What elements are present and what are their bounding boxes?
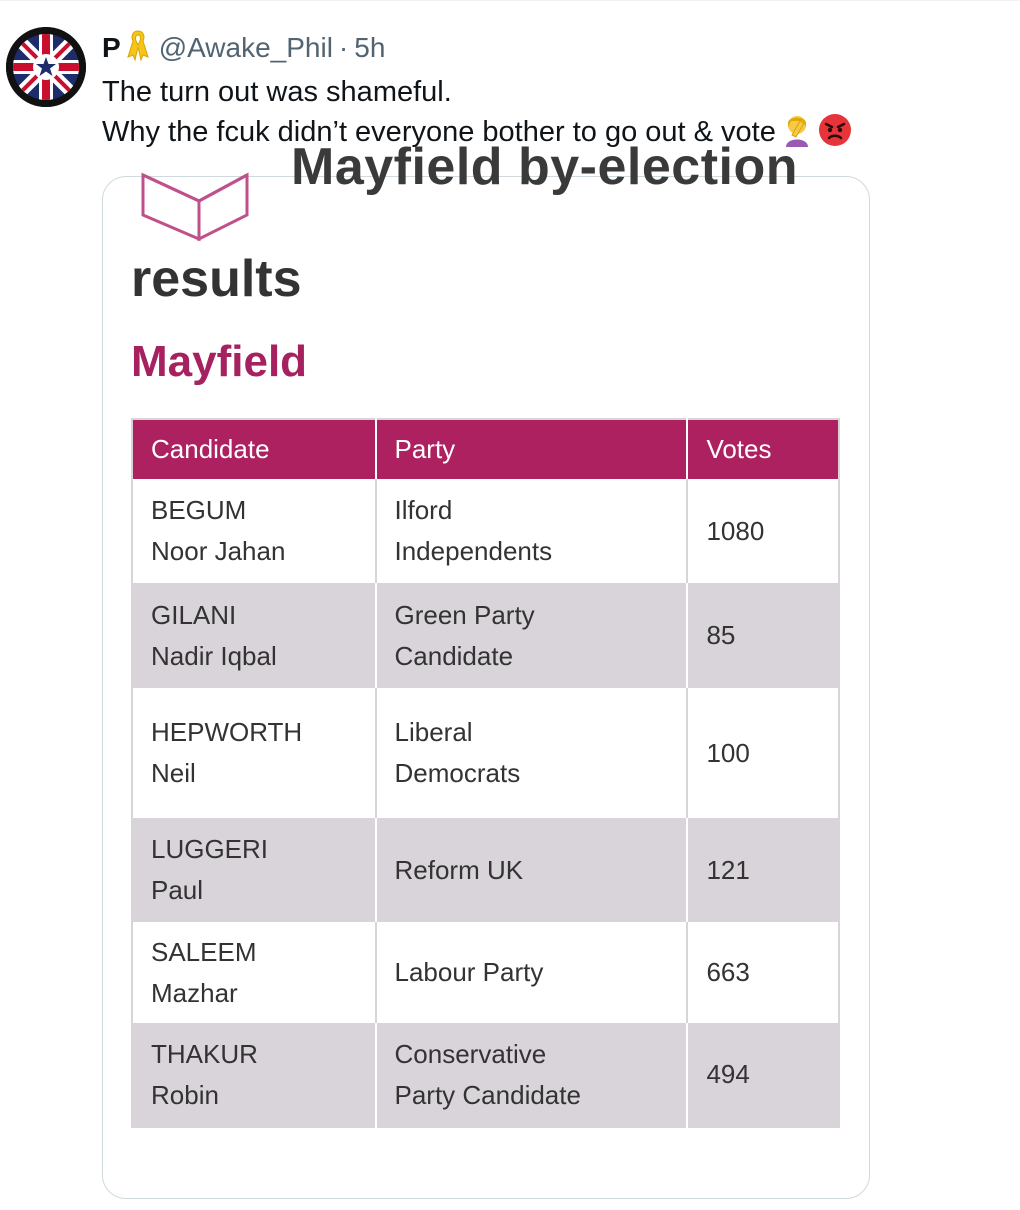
table-row <box>132 922 839 1023</box>
party-cell <box>376 583 688 688</box>
votes-cell: 663 <box>687 922 839 1023</box>
party-cell <box>376 688 688 818</box>
candidate-cell <box>132 583 376 688</box>
party-cell: Reform UK <box>376 818 688 922</box>
party-line-1: Ilford <box>394 495 453 525</box>
party-cell <box>376 479 688 583</box>
party-line-1: Green Party <box>394 599 535 630</box>
handle[interactable]: @Awake_Phil <box>158 32 333 63</box>
yellow-ribbon-icon <box>127 29 149 68</box>
header-candidate: Candidate <box>132 419 376 479</box>
candidate-surname: GILANI <box>151 599 237 630</box>
votes-cell: 121 <box>687 818 839 922</box>
tweet-text-line-1: The turn out was shameful. <box>102 76 452 108</box>
party-line-2: Democrats <box>394 758 521 788</box>
heading-election: Mayfield by-election <box>291 138 798 196</box>
results-table <box>131 418 840 1128</box>
candidate-surname: SALEEM <box>151 936 257 967</box>
tweet-image[interactable] <box>102 138 870 1199</box>
party-cell <box>376 1023 688 1127</box>
party-line-1: Conservative <box>394 1038 547 1069</box>
candidate-cell <box>132 479 376 583</box>
party-line-2: Party Candidate <box>394 1079 581 1110</box>
top-divider <box>0 0 1020 1</box>
party-line-1: Liberal <box>394 717 473 747</box>
angry-face-emoji-icon <box>818 113 852 147</box>
candidate-forename: Robin <box>151 1079 219 1110</box>
union-flag-icon <box>6 27 86 107</box>
table-row <box>132 583 839 688</box>
votes-cell: 100 <box>687 688 839 818</box>
timestamp[interactable]: 5h <box>354 32 386 63</box>
table-row <box>132 479 839 583</box>
ward-title: Mayfield <box>131 337 308 386</box>
avatar[interactable] <box>6 27 86 107</box>
candidate-forename: Paul <box>151 875 204 905</box>
candidate-cell <box>132 818 376 922</box>
candidate-surname: THAKUR <box>151 1038 258 1069</box>
table-header-row <box>132 419 839 479</box>
votes-cell: 85 <box>687 583 839 688</box>
party-line-2: Independents <box>394 536 553 566</box>
table-row <box>132 1023 839 1127</box>
candidate-surname: LUGGERI <box>151 834 269 864</box>
party-cell: Labour Party <box>376 922 688 1023</box>
results-document <box>103 138 871 1200</box>
ballot-box-icon <box>139 157 251 241</box>
votes-cell: 1080 <box>687 479 839 583</box>
party-line-2: Candidate <box>394 640 514 671</box>
votes-cell: 494 <box>687 1023 839 1127</box>
candidate-surname: BEGUM <box>151 495 247 525</box>
candidate-forename: Neil <box>151 758 196 788</box>
header-votes: Votes <box>687 419 839 479</box>
candidate-forename: Nadir Iqbal <box>151 640 277 671</box>
table-row <box>132 818 839 922</box>
table-row <box>132 688 839 818</box>
tweet-text-line-2-text: Why the fcuk didn’t everyone bother to go out & vote <box>102 116 776 148</box>
candidate-forename: Mazhar <box>151 977 238 1008</box>
separator-dot: · <box>338 32 349 63</box>
candidate-cell <box>132 688 376 818</box>
header-party: Party <box>376 419 688 479</box>
candidate-surname: HEPWORTH <box>151 717 303 747</box>
heading-results: results <box>131 250 302 308</box>
display-name[interactable]: P <box>102 32 121 63</box>
candidate-cell <box>132 922 376 1023</box>
candidate-forename: Noor Jahan <box>151 536 286 566</box>
candidate-cell <box>132 1023 376 1127</box>
tweet-header <box>102 28 385 68</box>
